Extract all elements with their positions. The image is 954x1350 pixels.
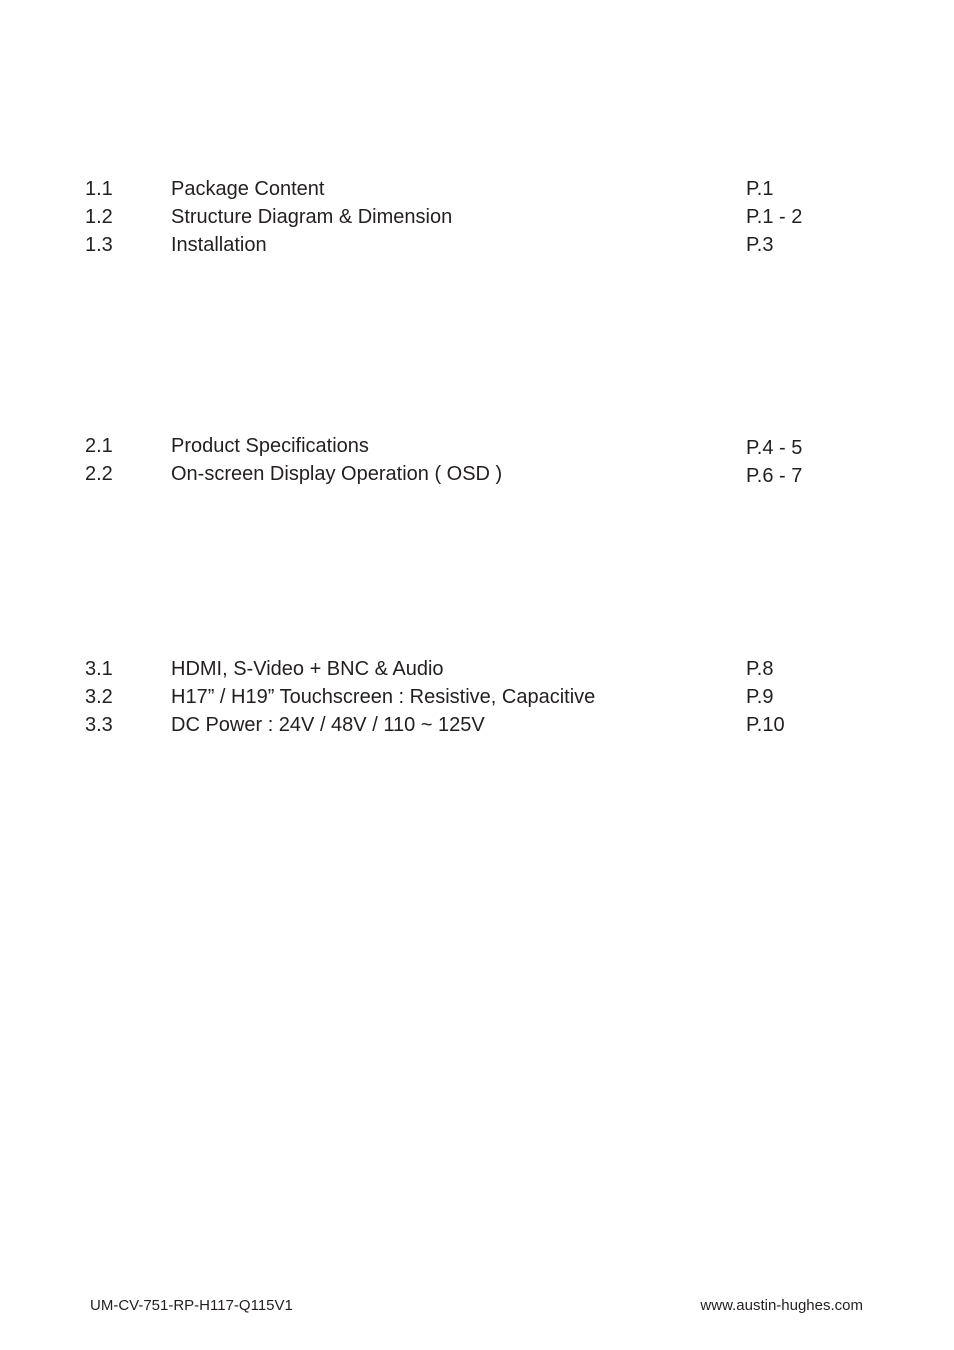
toc-entry-page: P.1 - 2 bbox=[746, 206, 803, 228]
toc-entry[interactable] bbox=[0, 175, 954, 203]
toc-entry[interactable] bbox=[0, 231, 954, 259]
toc-entry-title: HDMI, S-Video + BNC & Audio bbox=[171, 658, 444, 680]
toc-entry-number: 1.3 bbox=[85, 234, 113, 256]
toc-entry-title: Product Specifications bbox=[171, 435, 369, 457]
toc-entry-page: P.3 bbox=[746, 234, 774, 256]
toc-entry-number: 1.2 bbox=[85, 206, 113, 228]
toc-entry-page: P.8 bbox=[746, 658, 774, 680]
toc-entry-title: On-screen Display Operation ( OSD ) bbox=[171, 463, 503, 485]
toc-entry-number: 2.1 bbox=[85, 435, 113, 457]
toc-entry-page: P.9 bbox=[746, 686, 774, 708]
footer-document-code: UM-CV-751-RP-H117-Q115V1 bbox=[90, 1297, 293, 1314]
toc-entry[interactable] bbox=[0, 655, 954, 683]
toc-entry-page: P.10 bbox=[746, 714, 785, 736]
toc-entry-title: Package Content bbox=[171, 178, 325, 200]
toc-entry-number: 2.2 bbox=[85, 463, 113, 485]
toc-entry-number: 1.1 bbox=[85, 178, 113, 200]
toc-entry-page: P.6 - 7 bbox=[746, 465, 803, 487]
toc-entry-number: 3.2 bbox=[85, 686, 113, 708]
toc-entry[interactable] bbox=[0, 203, 954, 231]
toc-entry-number: 3.3 bbox=[85, 714, 113, 736]
toc-entry[interactable] bbox=[0, 432, 954, 460]
toc-entry-title: H17” / H19” Touchscreen : Resistive, Capacitive bbox=[171, 686, 596, 708]
toc-entry-title: Structure Diagram & Dimension bbox=[171, 206, 453, 228]
toc-entry-page: P.1 bbox=[746, 178, 774, 200]
footer-website-link[interactable]: www.austin-hughes.com bbox=[700, 1297, 863, 1314]
toc-entry-title: DC Power : 24V / 48V / 110 ~ 125V bbox=[171, 714, 485, 736]
toc-entry[interactable] bbox=[0, 711, 954, 739]
toc-entry-title: Installation bbox=[171, 234, 267, 256]
toc-entry[interactable] bbox=[0, 683, 954, 711]
toc-entry-page: P.4 - 5 bbox=[746, 437, 803, 459]
toc-entry-number: 3.1 bbox=[85, 658, 113, 680]
toc-entry[interactable] bbox=[0, 460, 954, 488]
